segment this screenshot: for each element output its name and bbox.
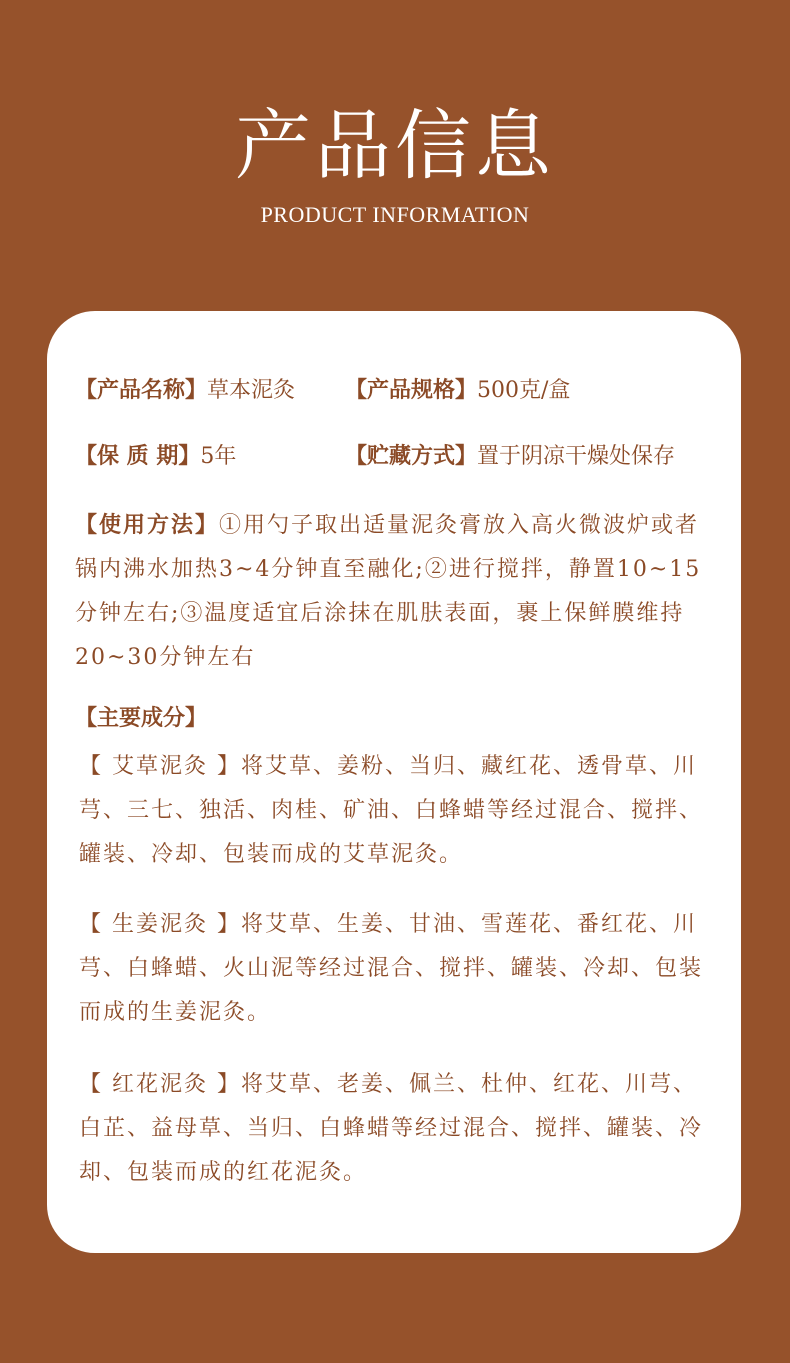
page-title: 产品信息 [235,101,555,190]
name-spec-row [75,375,571,405]
shelf-storage-row [75,441,676,471]
shelf-life-label: 【保 质 期】 [75,443,201,469]
storage-value: 置于阴凉干燥处保存 [477,444,676,469]
ingredient-text: 将艾草、老姜、佩兰、杜仲、红花、川芎、白芷、益母草、当归、白蜂蜡等经过混合、搅拌、罐装、冷却、包装而成的红花泥灸。 [79,1072,704,1185]
spec-group [345,375,570,406]
storage-label: 【贮藏方式】 [345,443,478,469]
product-name-label: 【产品名称】 [75,377,208,403]
info-card [47,311,741,1253]
ingredient-item [79,745,719,877]
ingredients-title: 【主要成分】 [75,705,208,731]
ingredient-label: 【 红花泥灸 】 [79,1072,241,1097]
shelf-life-value: 5年 [200,444,237,469]
ingredient-text: 将艾草、姜粉、当归、藏红花、透骨草、川芎、三七、独活、肉桂、矿油、白蜂蜡等经过混合、搅拌、罐装、冷却、包装而成的艾草泥灸。 [79,754,704,867]
usage-label: 【使用方法】 [75,512,220,538]
product-spec-label: 【产品规格】 [345,377,478,403]
ingredient-label: 【 生姜泥灸 】 [79,912,241,937]
usage-text: ①用勺子取出适量泥灸膏放入高火微波炉或者锅内沸水加热3~4分钟直至融化;②进行搅拌，静置10~15分钟左右;③温度适宜后涂抹在肌肤表面，裹上保鲜膜维持20~30分钟左右 [75,513,702,670]
page-subtitle: PRODUCT INFORMATION [260,202,530,227]
ingredient-item [79,903,719,1035]
product-name-value: 草本泥灸 [207,378,296,403]
ingredient-item [79,1063,719,1195]
product-spec-value: 500克/盒 [477,378,571,403]
usage-paragraph [75,503,723,680]
ingredient-label: 【 艾草泥灸 】 [79,754,241,779]
ingredient-text: 将艾草、生姜、甘油、雪莲花、番红花、川芎、白蜂蜡、火山泥等经过混合、搅拌、罐装、冷却、包装而成的生姜泥灸。 [79,912,704,1025]
storage-group [345,441,675,472]
